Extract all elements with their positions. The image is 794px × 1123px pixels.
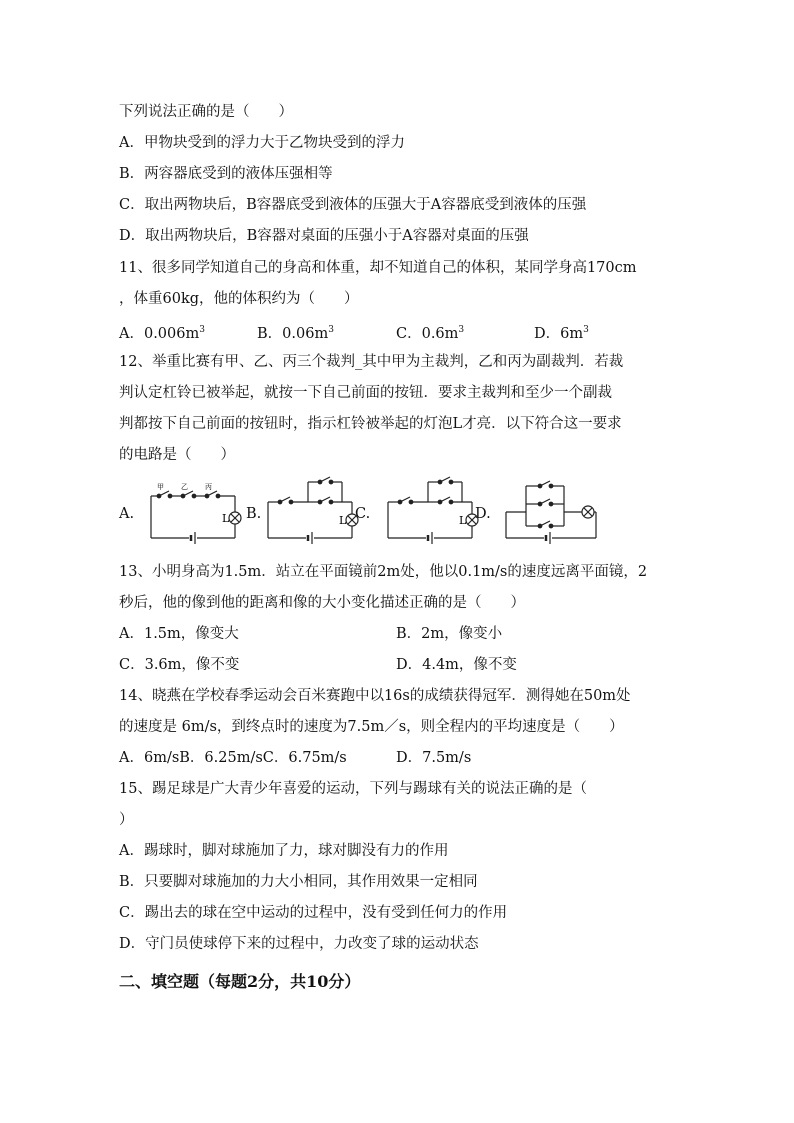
- q10-option-c: C．取出两物块后，B容器底受到液体的压强大于A容器底受到液体的压强: [119, 197, 587, 213]
- circuit-diagram-d: [500, 472, 600, 552]
- circuit-diagram-c: [382, 472, 482, 552]
- lamp-label: L: [222, 512, 230, 525]
- q15-option-a: A．踢球时，脚对球施加了力，球对脚没有力的作用: [119, 843, 449, 859]
- q15-stem-line2: ）: [119, 812, 134, 828]
- circuit-diagram-a: [145, 480, 245, 550]
- q10-stem: 下列说法正确的是（ ）: [119, 104, 293, 120]
- q14-stem-line2: 的速度是 6m/s，到终点时的速度为7.5m／s，则全程内的平均速度是（ ）: [119, 719, 624, 735]
- lamp-label: L: [459, 514, 467, 527]
- q15-option-c: C．踢出去的球在空中运动的过程中，没有受到任何力的作用: [119, 905, 508, 921]
- q10-option-d: D．取出两物块后，B容器对桌面的压强小于A容器对桌面的压强: [119, 228, 529, 244]
- switch-label-jia: 甲: [157, 483, 164, 491]
- q12-stem-line2: 判认定杠铃已被举起，就按一下自己前面的按钮．要求主裁判和至少一个副裁: [119, 385, 612, 401]
- q14-options-abc: A．6m/sB．6.25m/sC．6.75m/s: [119, 750, 347, 766]
- q11-stem-line1: 11、很多同学知道自己的身高和体重，却不知道自己的体积，某同学身高170cm: [119, 260, 637, 276]
- q13-option-b: B．2m，像变小: [396, 626, 503, 642]
- q15-option-b: B．只要脚对球施加的力大小相同，其作用效果一定相同: [119, 874, 478, 890]
- q14-stem-line1: 14、晓燕在学校春季运动会百米赛跑中以16s的成绩获得冠军．测得她在50m处: [119, 688, 631, 704]
- q15-option-d: D．守门员使球停下来的过程中，力改变了球的运动状态: [119, 936, 479, 952]
- q10-option-a: A．甲物块受到的浮力大于乙物块受到的浮力: [119, 135, 405, 151]
- q14-option-d: D．7.5m/s: [396, 750, 472, 766]
- switch-label-bing: 丙: [205, 483, 212, 491]
- circuit-label-a: A.: [119, 506, 135, 522]
- switch-label-yi: 乙: [181, 483, 188, 491]
- q15-stem-line1: 15、踢足球是广大青少年喜爱的运动，下列与踢球有关的说法正确的是（: [119, 781, 587, 797]
- q11-stem-line2: ，体重60kg，他的体积约为（ ）: [119, 291, 359, 307]
- q12-stem-line4: 的电路是（ ）: [119, 447, 235, 463]
- circuit-label-d: D.: [475, 506, 491, 522]
- q12-stem-line1: 12、举重比赛有甲、乙、丙三个裁判_其中甲为主裁判，乙和丙为副裁判．若裁: [119, 354, 624, 370]
- q13-option-a: A．1.5m，像变大: [119, 626, 239, 642]
- lamp-label: L: [339, 514, 347, 527]
- q13-stem-line2: 秒后，他的像到他的距离和像的大小变化描述正确的是（ ）: [119, 595, 525, 611]
- q12-stem-line3: 判都按下自己前面的按钮时，指示杠铃被举起的灯泡L才亮．以下符合这一要求: [119, 416, 622, 432]
- q11-option-b: B．$0.06m^3$: [257, 325, 334, 342]
- section-heading: 二、填空题（每题2分，共10分）: [119, 972, 361, 991]
- circuit-label-c: C.: [355, 506, 371, 522]
- circuit-diagram-b: [262, 472, 362, 552]
- q13-option-c: C．3.6m，像不变: [119, 657, 240, 673]
- q13-stem-line1: 13、小明身高为1.5m．站立在平面镜前2m处，他以0.1m/s的速度远离平面镜，2: [119, 564, 648, 580]
- q10-option-b: B．两容器底受到的液体压强相等: [119, 166, 333, 182]
- circuit-label-b: B.: [246, 506, 262, 522]
- q11-option-c: C．$0.6m^3$: [396, 325, 465, 342]
- q13-option-d: D．4.4m，像不变: [396, 657, 517, 673]
- q11-option-d: D．$6m^3$: [534, 325, 589, 342]
- q11-option-a: A．$0.006m^3$: [119, 325, 205, 342]
